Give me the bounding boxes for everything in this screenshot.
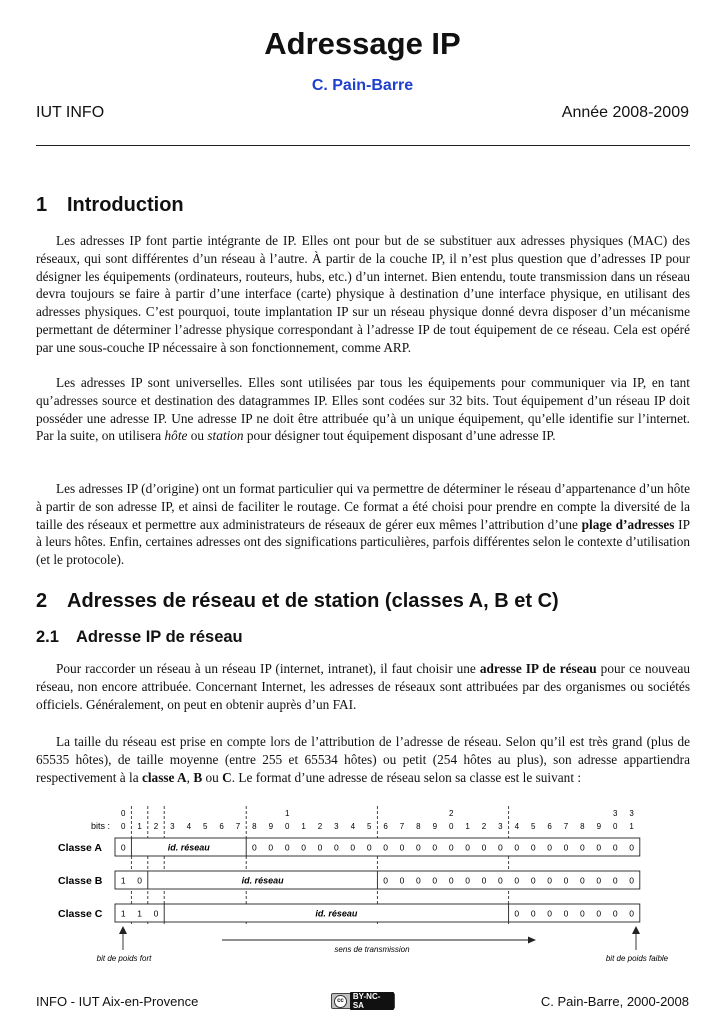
bit-units-digit: 1 xyxy=(465,822,470,831)
host-zero-bit: 0 xyxy=(448,875,454,886)
host-zero-bit: 0 xyxy=(563,842,569,853)
bit-units-digit: 1 xyxy=(137,822,142,831)
bit-tens-digit: 3 xyxy=(629,809,634,818)
host-zero-bit: 0 xyxy=(448,842,454,853)
subsection-2-1-heading xyxy=(36,628,243,647)
host-zero-bit: 0 xyxy=(350,842,356,853)
class-label: Classe B xyxy=(58,875,103,887)
bit-units-digit: 4 xyxy=(186,822,192,831)
host-zero-bit: 0 xyxy=(612,875,618,886)
bit-tens-digit: 0 xyxy=(120,809,126,818)
bit-units-digit: 8 xyxy=(416,822,421,831)
paragraph-1: Les adresses IP font partie intégrante de IP. Elles ont pour but de se substituer aux adresses physiques (MAC) des réseaux, qui sont différentes d’un réseau à l’autre. À partir de la couche IP, il n’est plus question que d’adresses IP pour désigner les équipements (ordinateurs, routeurs, hubs, etc.) d’un internet. Bien entendu, toute transmission dans un réseau devra toujours se faire à partir d’une interface (carte) physique à destination d’une interface physique, en utilisant des adresses physiques. C’est pourquoi, toute implantation IP sur un réseau physique donné devra disposer d’un mécanisme permettant de déterminer l’adresse physique correspondant à l’adresse IP de tout équipement de ce réseau. Cela est opéré par une sous-couche IP nécessaire à son fonctionnement, comme ARP. xyxy=(36,233,690,355)
bit-units-digit: 9 xyxy=(432,822,438,831)
host-zero-bit: 0 xyxy=(284,842,290,853)
host-zero-bit: 0 xyxy=(399,875,405,886)
bit-units-digit: 4 xyxy=(350,822,356,831)
text-run: ou xyxy=(187,428,208,444)
class-prefix-bit: 0 xyxy=(120,842,126,853)
paragraph-4 xyxy=(36,660,690,713)
host-zero-bit: 0 xyxy=(580,875,585,886)
term-classe-c: C xyxy=(222,769,232,785)
header-rule xyxy=(36,145,690,146)
host-zero-bit: 0 xyxy=(334,842,339,853)
class-label: Classe A xyxy=(58,842,102,854)
bit-units-digit: 2 xyxy=(317,822,323,831)
host-zero-bit: 0 xyxy=(612,908,618,919)
bit-tens-digit: 2 xyxy=(448,809,454,818)
bits-label: bits : xyxy=(90,821,110,831)
host-zero-bit: 0 xyxy=(383,842,388,853)
host-zero-bit: 0 xyxy=(612,842,618,853)
bit-units-digit: 7 xyxy=(235,822,241,831)
host-zero-bit: 0 xyxy=(596,842,602,853)
bit-units-digit: 7 xyxy=(399,822,405,831)
subsection-title: Adresse IP de réseau xyxy=(76,628,243,646)
bit-units-digit: 6 xyxy=(383,822,388,831)
bit-units-digit: 9 xyxy=(596,822,602,831)
msb-label: bit de poids fort xyxy=(96,954,152,963)
host-zero-bit: 0 xyxy=(629,908,634,919)
section-2-heading xyxy=(36,590,559,613)
bit-units-digit: 8 xyxy=(580,822,585,831)
academic-year: Année 2008-2009 xyxy=(561,104,689,121)
bit-units-digit: 0 xyxy=(284,822,290,831)
host-zero-bit: 0 xyxy=(268,842,274,853)
bit-units-digit: 5 xyxy=(202,822,208,831)
bit-units-digit: 4 xyxy=(514,822,520,831)
bit-units-digit: 1 xyxy=(629,822,634,831)
term-classe-a: classe A xyxy=(141,769,187,785)
bit-units-digit: 6 xyxy=(547,822,552,831)
host-zero-bit: 0 xyxy=(629,875,634,886)
license-badge xyxy=(331,993,395,1009)
host-zero-bit: 0 xyxy=(563,875,569,886)
host-zero-bit: 0 xyxy=(416,875,421,886)
bit-units-digit: 9 xyxy=(268,822,274,831)
host-zero-bit: 0 xyxy=(530,875,536,886)
bit-units-digit: 0 xyxy=(612,822,618,831)
lsb-arrow-head xyxy=(632,926,640,934)
host-zero-bit: 0 xyxy=(498,842,503,853)
host-zero-bit: 0 xyxy=(366,842,372,853)
paragraph-2 xyxy=(36,374,690,445)
paragraph-5 xyxy=(36,733,690,786)
footer-right: C. Pain-Barre, 2000-2008 xyxy=(540,994,689,1009)
host-zero-bit: 0 xyxy=(596,875,602,886)
bit-units-digit: 3 xyxy=(334,822,339,831)
bit-tens-digit: 3 xyxy=(612,809,618,818)
document-title: Adressage IP xyxy=(264,26,461,61)
host-zero-bit: 0 xyxy=(530,908,536,919)
host-zero-bit: 0 xyxy=(252,842,257,853)
host-zero-bit: 0 xyxy=(580,842,585,853)
bit-units-digit: 5 xyxy=(366,822,372,831)
text-run: pour désigner tout équipement disposant d’une adresse IP. xyxy=(243,428,556,444)
text-run: . Le format d’une adresse de réseau selon sa classe est le suivant : xyxy=(231,769,582,785)
transmission-arrow-head xyxy=(528,937,536,944)
host-zero-bit: 0 xyxy=(596,908,602,919)
host-zero-bit: 0 xyxy=(498,875,503,886)
class-label: Classe C xyxy=(58,908,103,920)
class-prefix-bit: 1 xyxy=(137,908,142,919)
ip-class-format-diagram xyxy=(0,798,725,978)
section-1-heading xyxy=(36,194,184,217)
bit-units-digit: 6 xyxy=(219,822,224,831)
host-zero-bit: 0 xyxy=(580,908,585,919)
paragraph-3 xyxy=(36,480,690,569)
host-zero-bit: 0 xyxy=(481,842,487,853)
network-id-label: id. réseau xyxy=(167,842,210,853)
ip-class-diagram-svg xyxy=(0,798,725,973)
network-id-label: id. réseau xyxy=(241,875,284,886)
host-zero-bit: 0 xyxy=(301,842,306,853)
bit-units-digit: 3 xyxy=(170,822,175,831)
text-run: Les adresses IP (d’origine) ont un format particulier qui va permettre de déterminer le réseau d’appartenance d’un hôte à partir de son adresse IP, et ainsi de faciliter le routage. Ce format a été choisi pour prendre en compte la diversité de la taille des réseaux et permettre aux administrateurs de réseaux de gérer eux mêmes l’attribution d’une xyxy=(36,481,690,532)
bit-units-digit: 3 xyxy=(498,822,503,831)
host-zero-bit: 0 xyxy=(514,842,520,853)
msb-arrow-head xyxy=(119,926,127,934)
text-run: pour ce nouveau réseau, non encore attribuée. Concernant Internet, les adresses de réseaux sont attribuées par des organismes ou sociétés officiels. Généralement, on peut en obtenir auprès d’un FAI. xyxy=(36,661,690,712)
host-zero-bit: 0 xyxy=(317,842,323,853)
host-zero-bit: 0 xyxy=(547,908,552,919)
term-station: station xyxy=(207,428,244,444)
host-zero-bit: 0 xyxy=(547,875,552,886)
bit-units-digit: 5 xyxy=(530,822,536,831)
institution-label: IUT INFO xyxy=(36,104,105,121)
subsection-number: 2.1 xyxy=(36,628,59,646)
class-prefix-bit: 0 xyxy=(153,908,159,919)
lsb-label: bit de poids faible xyxy=(605,954,669,963)
term-plage-adresses: plage d’adresses xyxy=(581,516,675,532)
address-box xyxy=(115,904,640,922)
host-zero-bit: 0 xyxy=(383,875,388,886)
author-name: C. Pain-Barre xyxy=(311,77,414,94)
term-adresse-ip-reseau: adresse IP de réseau xyxy=(479,661,597,676)
host-zero-bit: 0 xyxy=(432,842,438,853)
bit-units-digit: 0 xyxy=(448,822,454,831)
host-zero-bit: 0 xyxy=(629,842,634,853)
bit-tens-digit: 1 xyxy=(284,809,290,818)
class-prefix-bit: 1 xyxy=(120,875,126,886)
bit-units-digit: 1 xyxy=(301,822,306,831)
section-number: 1 xyxy=(36,194,48,216)
host-zero-bit: 0 xyxy=(432,875,438,886)
host-zero-bit: 0 xyxy=(465,875,470,886)
cc-icon: cc xyxy=(334,995,347,1008)
host-zero-bit: 0 xyxy=(465,842,470,853)
text-run: IP à leurs hôtes. Enfin, certaines adresses ont des significations particulières, parfois différentes selon le contexte d’utilisation (et le protocole). xyxy=(36,516,690,568)
bit-units-digit: 7 xyxy=(563,822,569,831)
section-number: 2 xyxy=(36,590,48,612)
host-zero-bit: 0 xyxy=(399,842,405,853)
host-zero-bit: 0 xyxy=(416,842,421,853)
footer-left: INFO - IUT Aix-en-Provence xyxy=(36,994,199,1009)
text-run: , xyxy=(186,769,194,785)
bit-units-digit: 2 xyxy=(153,822,159,831)
text-run: Les adresses IP sont universelles. Elles sont utilisées par tous les équipements pour communiquer via IP, en tant qu’adresses source et destination des datagrammes IP. Elles sont codées sur 32 bits. Tout équipement d’un réseau IP doit posséder une adresse IP. Une adresse IP ne doit être attribuée qu’à un unique équipement, qu’elle identifie sur l’internet. Par la suite, on utilisera xyxy=(36,375,690,444)
class-prefix-bit: 0 xyxy=(137,875,142,886)
section-title: Adresses de réseau et de station (classes A, B et C) xyxy=(67,590,559,612)
network-id-label: id. réseau xyxy=(315,908,358,919)
text-run: La taille du réseau est prise en compte lors de l’attribution de l’adresse de réseau. Selon qu’il est très grand (plus de 65535 hôtes), de taille moyenne (entre 255 et 65534 hôtes) ou petit (254 hôtes au plus), son adresse appartiendra respectivement à la xyxy=(36,734,690,785)
section-title: Introduction xyxy=(67,194,184,216)
term-hote: hôte xyxy=(164,428,188,444)
text-run: Pour raccorder un réseau à un réseau IP (internet, intranet), il faut choisir une xyxy=(56,661,480,676)
bit-units-digit: 0 xyxy=(120,822,126,831)
license-text: BY-NC-SA xyxy=(350,992,394,1010)
host-zero-bit: 0 xyxy=(547,842,552,853)
host-zero-bit: 0 xyxy=(530,842,536,853)
host-zero-bit: 0 xyxy=(514,908,520,919)
text-run: ou xyxy=(202,769,223,785)
host-zero-bit: 0 xyxy=(514,875,520,886)
term-classe-b: B xyxy=(193,769,203,785)
bit-units-digit: 8 xyxy=(252,822,257,831)
bit-units-digit: 2 xyxy=(481,822,487,831)
host-zero-bit: 0 xyxy=(481,875,487,886)
host-zero-bit: 0 xyxy=(563,908,569,919)
class-prefix-bit: 1 xyxy=(120,908,126,919)
transmission-label: sens de transmission xyxy=(334,945,410,954)
